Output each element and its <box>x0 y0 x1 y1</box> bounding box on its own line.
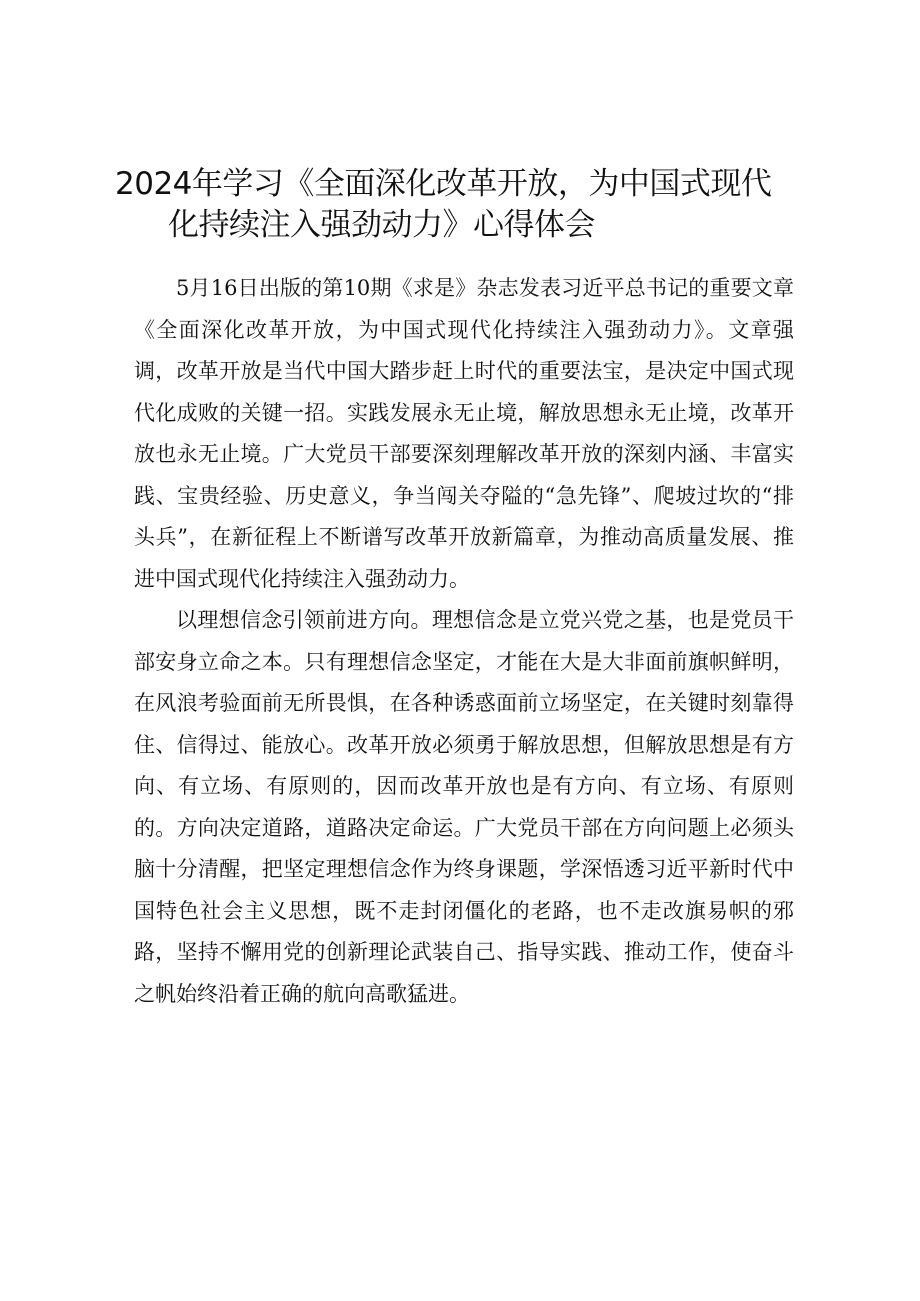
paragraph-1: 5月16日出版的第10期《求是》杂志发表习近平总书记的重要文章《全面深化改革开放，为中国式现代化持续注入强劲动力》。文章强调，改革开放是当代中国大踏步赶上时代的重要法宝，是决定中国式现代化成败的关键一招。实践发展永无止境，解放思想永无止境，改革开放也永无止境。广大党员干部要深刻理解改革开放的深刻内涵、丰富实践、宝贵经验、历史意义，争当闯关夺隘的“急先锋”、爬坡过坎的“排头兵”，在新征程上不断谱写改革开放新篇章，为推动高质量发展、推进中国式现代化持续注入强劲动力。 <box>134 276 794 591</box>
document-body <box>134 268 794 1015</box>
paragraph-2: 以理想信念引领前进方向。理想信念是立党兴党之基，也是党员干部安身立命之本。只有理想信念坚定，才能在大是大非面前旗帜鲜明，在风浪考验面前无所畏惧，在各种诱惑面前立场坚定，在关键时刻靠得住、信得过、能放心。改革开放必须勇于解放思想，但解放思想是有方向、有立场、有原则的，因而改革开放也是有方向、有立场、有原则的。方向决定道路，道路决定命运。广大党员干部在方向问题上必须头脑十分清醒，把坚定理想信念作为终身课题，学深悟透习近平新时代中国特色社会主义思想，既不走封闭僵化的老路，也不走改旗易帜的邪路，坚持不懈用党的创新理论武装自己、指导实践、推动工作，使奋斗之帆始终沿着正确的航向高歌猛进。 <box>134 608 794 1006</box>
title-line-1: 2024年学习《全面深化改革开放，为中国式现代 <box>115 165 772 202</box>
document-title <box>115 164 815 246</box>
title-line-2: 化持续注入强劲动力》心得体会 <box>168 206 595 243</box>
